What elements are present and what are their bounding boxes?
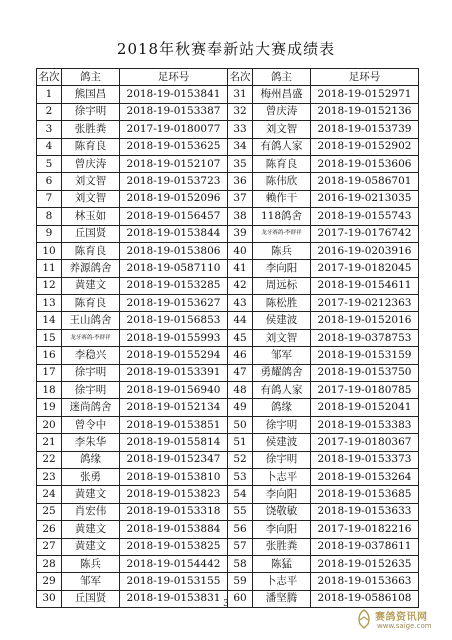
owner-cell: 饶敬敏 <box>253 503 311 520</box>
rank-cell: 8 <box>37 208 62 225</box>
ring-number-cell: 2018-19-0153884 <box>120 521 228 538</box>
rank-cell: 29 <box>37 573 62 590</box>
owner-cell: 曾庆涛 <box>62 155 120 172</box>
ring-number-cell: 2018-19-0155814 <box>120 434 228 451</box>
owner-cell: 侯建波 <box>253 434 311 451</box>
ring-number-cell: 2017-19-0212363 <box>311 295 419 312</box>
owner-cell: 陈兵 <box>253 242 311 259</box>
rank-cell: 6 <box>37 173 62 190</box>
results-body <box>37 86 419 608</box>
ring-number-cell: 2018-19-0153391 <box>120 364 228 381</box>
ring-number-cell: 2018-19-0152134 <box>120 399 228 416</box>
table-row <box>37 329 419 346</box>
ring-number-cell: 2018-19-0153285 <box>120 277 228 294</box>
owner-cell: 曾令中 <box>62 416 120 433</box>
owner-cell: 黄建文 <box>62 277 120 294</box>
owner-cell: 周远标 <box>253 277 311 294</box>
ring-number-cell: 2018-19-0153264 <box>311 468 419 485</box>
ring-number-cell: 2017-19-0180367 <box>311 434 419 451</box>
rank-cell: 28 <box>37 555 62 572</box>
rank-cell: 47 <box>228 364 253 381</box>
ring-number-cell: 2018-19-0153606 <box>311 155 419 172</box>
rank-cell: 34 <box>228 138 253 155</box>
rank-cell: 48 <box>228 382 253 399</box>
ring-number-cell: 2018-19-0152635 <box>311 555 419 572</box>
table-row <box>37 86 419 103</box>
ring-number-cell: 2018-19-0153383 <box>311 416 419 433</box>
ring-number-cell: 2018-19-0153823 <box>120 486 228 503</box>
table-row <box>37 399 419 416</box>
ring-number-cell: 2018-19-0154611 <box>311 277 419 294</box>
ring-number-cell: 2018-19-0156457 <box>120 208 228 225</box>
owner-cell: 张胜粪 <box>253 538 311 555</box>
ring-number-cell: 2018-19-0156940 <box>120 382 228 399</box>
table-row <box>37 555 419 572</box>
owner-cell: 陈育良 <box>62 295 120 312</box>
rank-cell: 27 <box>37 538 62 555</box>
owner-cell: 张胜粪 <box>62 121 120 138</box>
header-owner: 鸽主 <box>253 69 311 86</box>
rank-cell: 45 <box>228 329 253 346</box>
page-title: 2018年秋赛奉新站大赛成绩表 <box>116 40 336 58</box>
table-row <box>37 521 419 538</box>
table-row <box>37 121 419 138</box>
owner-cell: 李向阳 <box>253 521 311 538</box>
rank-cell: 18 <box>37 382 62 399</box>
owner-cell: 有鸽人家 <box>253 382 311 399</box>
rank-cell: 41 <box>228 260 253 277</box>
ring-number-cell: 2017-19-0180077 <box>120 121 228 138</box>
rank-cell: 43 <box>228 295 253 312</box>
page-number: 3 <box>223 599 229 609</box>
ring-number-cell: 2018-19-0153318 <box>120 503 228 520</box>
rank-cell: 57 <box>228 538 253 555</box>
ring-number-cell: 2018-19-0153831 <box>120 590 228 607</box>
owner-cell: 黄建文 <box>62 486 120 503</box>
ring-number-cell: 2018-19-0152971 <box>311 86 419 103</box>
owner-cell: 侯建波 <box>253 312 311 329</box>
owner-cell: 陈伟欣 <box>253 173 311 190</box>
rank-cell: 21 <box>37 434 62 451</box>
owner-cell: 李朱华 <box>62 434 120 451</box>
ring-number-cell: 2018-19-0155743 <box>311 208 419 225</box>
rank-cell: 17 <box>37 364 62 381</box>
table-row <box>37 451 419 468</box>
rank-cell: 2 <box>37 103 62 120</box>
ring-number-cell: 2018-19-0152107 <box>120 155 228 172</box>
owner-cell: 黄建文 <box>62 538 120 555</box>
table-row <box>37 155 419 172</box>
header-ring-number: 足环号 <box>120 69 228 86</box>
rank-cell: 53 <box>228 468 253 485</box>
ring-number-cell: 2018-19-0153851 <box>120 416 228 433</box>
owner-cell: 陈松胜 <box>253 295 311 312</box>
owner-cell: 卜志平 <box>253 468 311 485</box>
ring-number-cell: 2018-19-0155993 <box>120 329 228 346</box>
table-row <box>37 347 419 364</box>
table-row <box>37 503 419 520</box>
owner-cell: 徐宇明 <box>253 451 311 468</box>
owner-cell: 赖作干 <box>253 190 311 207</box>
rank-cell: 59 <box>228 573 253 590</box>
table-row <box>37 416 419 433</box>
table-row <box>37 538 419 555</box>
owner-cell: 肖宏伟 <box>62 503 120 520</box>
rank-cell: 37 <box>228 190 253 207</box>
rank-cell: 56 <box>228 521 253 538</box>
owner-cell: 李稳兴 <box>62 347 120 364</box>
owner-cell: 丘国贤 <box>62 225 120 242</box>
table-row <box>37 382 419 399</box>
ring-number-cell: 2018-19-0378753 <box>311 329 419 346</box>
rank-cell: 33 <box>228 121 253 138</box>
ring-number-cell: 2018-19-0153627 <box>120 295 228 312</box>
owner-cell: 陈育良 <box>62 242 120 259</box>
owner-cell: 龙牙赛鸽-李群祥 <box>253 225 311 242</box>
owner-cell: 刘文智 <box>253 329 311 346</box>
table-row <box>37 103 419 120</box>
ring-number-cell: 2018-19-0153841 <box>120 86 228 103</box>
ring-number-cell: 2018-19-0152041 <box>311 399 419 416</box>
owner-cell: 徐宇明 <box>253 416 311 433</box>
rank-cell: 10 <box>37 242 62 259</box>
table-row <box>37 242 419 259</box>
rank-cell: 35 <box>228 155 253 172</box>
ring-number-cell: 2017-19-0180785 <box>311 382 419 399</box>
owner-cell: 迷尚鸽舍 <box>62 399 120 416</box>
table-row <box>37 312 419 329</box>
header-owner: 鸽主 <box>62 69 120 86</box>
ring-number-cell: 2018-19-0153625 <box>120 138 228 155</box>
owner-cell: 陈育良 <box>253 155 311 172</box>
owner-cell: 邹军 <box>62 573 120 590</box>
rank-cell: 12 <box>37 277 62 294</box>
rank-cell: 52 <box>228 451 253 468</box>
ring-number-cell: 2018-19-0378611 <box>311 538 419 555</box>
owner-cell: 林玉如 <box>62 208 120 225</box>
rank-cell: 22 <box>37 451 62 468</box>
table-row <box>37 190 419 207</box>
rank-cell: 3 <box>37 121 62 138</box>
ring-number-cell: 2018-19-0152136 <box>311 103 419 120</box>
ring-number-cell: 2018-19-0152096 <box>120 190 228 207</box>
rank-cell: 26 <box>37 521 62 538</box>
owner-cell: 养源鸽舍 <box>62 260 120 277</box>
ring-number-cell: 2018-19-0156853 <box>120 312 228 329</box>
owner-cell: 陈育良 <box>62 138 120 155</box>
ring-number-cell: 2018-19-0153806 <box>120 242 228 259</box>
table-row <box>37 173 419 190</box>
pigeon-logo-icon <box>355 608 373 630</box>
table-row <box>37 486 419 503</box>
rank-cell: 24 <box>37 486 62 503</box>
rank-cell: 30 <box>37 590 62 607</box>
table-row <box>37 434 419 451</box>
watermark-name: 赛鸽资讯网 <box>375 612 428 623</box>
owner-cell: 熊国昌 <box>62 86 120 103</box>
rank-cell: 42 <box>228 277 253 294</box>
rank-cell: 1 <box>37 86 62 103</box>
ring-number-cell: 2018-19-0587110 <box>120 260 228 277</box>
owner-cell: 张勇 <box>62 468 120 485</box>
rank-cell: 32 <box>228 103 253 120</box>
ring-number-cell: 2018-19-0153155 <box>120 573 228 590</box>
ring-number-cell: 2018-19-0154442 <box>120 555 228 572</box>
ring-number-cell: 2018-19-0153685 <box>311 486 419 503</box>
header-rank: 名次 <box>37 69 62 86</box>
ring-number-cell: 2017-19-0182216 <box>311 521 419 538</box>
ring-number-cell: 2016-19-0213035 <box>311 190 419 207</box>
header-rank: 名次 <box>228 69 253 86</box>
owner-cell: 邹军 <box>253 347 311 364</box>
owner-cell: 118鸽舍 <box>253 208 311 225</box>
rank-cell: 58 <box>228 555 253 572</box>
owner-cell: 丘国贤 <box>62 590 120 607</box>
owner-cell: 陈猛 <box>253 555 311 572</box>
rank-cell: 9 <box>37 225 62 242</box>
rank-cell: 39 <box>228 225 253 242</box>
rank-cell: 50 <box>228 416 253 433</box>
rank-cell: 7 <box>37 190 62 207</box>
owner-cell: 鸽缘 <box>253 399 311 416</box>
table-row <box>37 277 419 294</box>
watermark-url: www.saige.com <box>377 622 432 630</box>
header-row <box>37 69 419 86</box>
ring-number-cell: 2016-19-0203916 <box>311 242 419 259</box>
rank-cell: 44 <box>228 312 253 329</box>
rank-cell: 38 <box>228 208 253 225</box>
owner-cell: 陈兵 <box>62 555 120 572</box>
owner-cell: 勇耀鸽舍 <box>253 364 311 381</box>
owner-cell: 李向阳 <box>253 260 311 277</box>
owner-cell: 徐宇明 <box>62 103 120 120</box>
owner-cell: 徐宇明 <box>62 382 120 399</box>
table-row <box>37 364 419 381</box>
ring-number-cell: 2018-19-0153723 <box>120 173 228 190</box>
rank-cell: 54 <box>228 486 253 503</box>
ring-number-cell: 2018-19-0153373 <box>311 451 419 468</box>
owner-cell: 刘文智 <box>253 121 311 138</box>
table-row <box>37 468 419 485</box>
ring-number-cell: 2018-19-0153825 <box>120 538 228 555</box>
ring-number-cell: 2018-19-0153739 <box>311 121 419 138</box>
rank-cell: 46 <box>228 347 253 364</box>
owner-cell: 王山鸽舍 <box>62 312 120 329</box>
owner-cell: 有鸽人家 <box>253 138 311 155</box>
rank-cell: 20 <box>37 416 62 433</box>
ring-number-cell: 2018-19-0153633 <box>311 503 419 520</box>
table-row <box>37 208 419 225</box>
rank-cell: 19 <box>37 399 62 416</box>
rank-cell: 11 <box>37 260 62 277</box>
ring-number-cell: 2018-19-0153663 <box>311 573 419 590</box>
table-row <box>37 138 419 155</box>
owner-cell: 刘文智 <box>62 173 120 190</box>
site-watermark <box>355 606 449 634</box>
owner-cell: 梅州昌盛 <box>253 86 311 103</box>
results-table <box>36 68 419 608</box>
owner-cell: 李向阳 <box>253 486 311 503</box>
rank-cell: 55 <box>228 503 253 520</box>
rank-cell: 25 <box>37 503 62 520</box>
ring-number-cell: 2018-19-0586108 <box>311 590 419 607</box>
ring-number-cell: 2018-19-0153159 <box>311 347 419 364</box>
ring-number-cell: 2018-19-0152347 <box>120 451 228 468</box>
rank-cell: 13 <box>37 295 62 312</box>
ring-number-cell: 2017-19-0182045 <box>311 260 419 277</box>
rank-cell: 60 <box>228 590 253 607</box>
table-row <box>37 295 419 312</box>
ring-number-cell: 2018-19-0152902 <box>311 138 419 155</box>
owner-cell: 曾庆涛 <box>253 103 311 120</box>
ring-number-cell: 2018-19-0155294 <box>120 347 228 364</box>
owner-cell: 徐宇明 <box>62 364 120 381</box>
ring-number-cell: 2017-19-0176742 <box>311 225 419 242</box>
owner-cell: 龙牙赛鸽-李群祥 <box>62 329 120 346</box>
rank-cell: 4 <box>37 138 62 155</box>
ring-number-cell: 2018-19-0153810 <box>120 468 228 485</box>
table-row <box>37 573 419 590</box>
table-row <box>37 260 419 277</box>
rank-cell: 36 <box>228 173 253 190</box>
rank-cell: 14 <box>37 312 62 329</box>
owner-cell: 黄建文 <box>62 521 120 538</box>
owner-cell: 卜志平 <box>253 573 311 590</box>
owner-cell: 潘坚腾 <box>253 590 311 607</box>
ring-number-cell: 2018-19-0153387 <box>120 103 228 120</box>
ring-number-cell: 2018-19-0153750 <box>311 364 419 381</box>
rank-cell: 31 <box>228 86 253 103</box>
rank-cell: 23 <box>37 468 62 485</box>
rank-cell: 51 <box>228 434 253 451</box>
ring-number-cell: 2018-19-0153844 <box>120 225 228 242</box>
rank-cell: 49 <box>228 399 253 416</box>
rank-cell: 40 <box>228 242 253 259</box>
header-ring-number: 足环号 <box>311 69 419 86</box>
rank-cell: 15 <box>37 329 62 346</box>
rank-cell: 5 <box>37 155 62 172</box>
owner-cell: 刘文智 <box>62 190 120 207</box>
table-row <box>37 225 419 242</box>
ring-number-cell: 2018-19-0152016 <box>311 312 419 329</box>
ring-number-cell: 2018-19-0586701 <box>311 173 419 190</box>
rank-cell: 16 <box>37 347 62 364</box>
owner-cell: 鸽缘 <box>62 451 120 468</box>
